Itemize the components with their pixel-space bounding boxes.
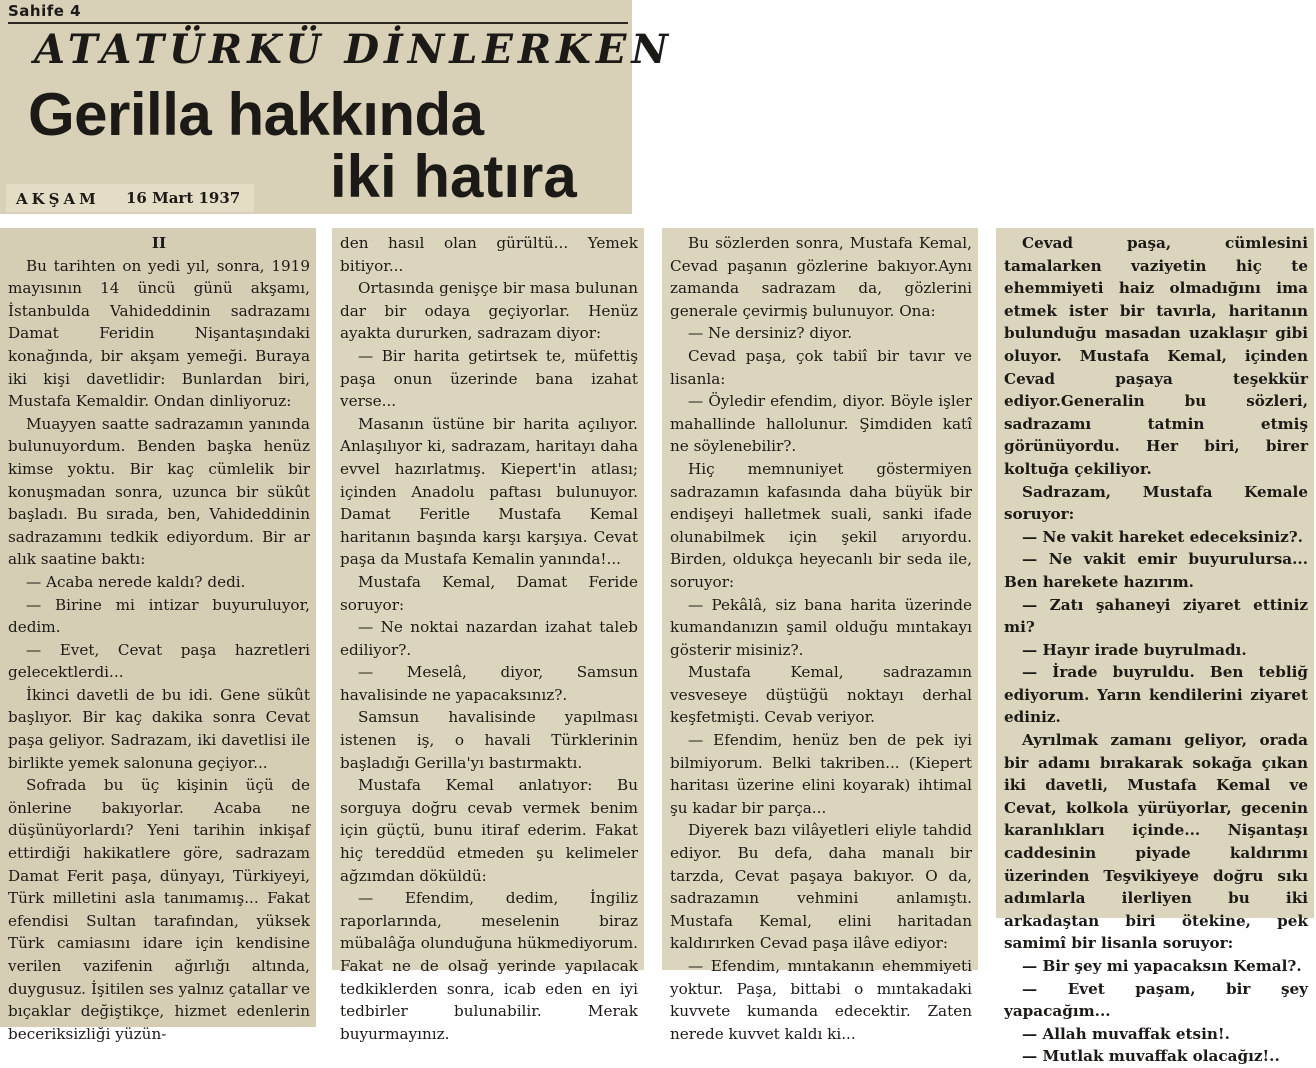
article-column-4	[996, 228, 1314, 1066]
paragraph: — Evet paşam, bir şey yapacağım...	[1004, 979, 1308, 1021]
paragraph: Cevad paşa, çok tabiî bir tavır ve lisanla:	[670, 346, 972, 388]
paragraph: — Hayır irade buyrulmadı.	[1022, 640, 1247, 659]
paragraph: den hasıl olan gürültü... Yemek bitiyor...	[340, 234, 638, 275]
paragraph: — Bir harita getirtsek te, müfettiş paşa onun üzerinde bana izahat verse...	[340, 346, 638, 411]
paragraph: Muayyen saatte sadrazamın yanında bulunuyordum. Benden başka henüz kimse yoktu. Bir kaç cümlelik bir konuşmadan sonra, uzunca bir sükût başladı. Bu sırada, ben, Vahideddinin sadrazamını tedkik ediyordum. Bir ar alık saatine baktı:	[8, 414, 310, 569]
paragraph: — Efendim, mıntakanın ehemmiyeti yoktur. Paşa, bittabi o mıntakadaki kuvvete kumanda edecektir. Zaten nerede kuvvet kaldı ki...	[670, 957, 972, 1043]
kicker-title: ATATÜRKÜ DİNLERKEN	[34, 26, 673, 73]
article-column-2	[332, 228, 644, 1043]
paragraph: Mustafa Kemal, Damat Feride soruyor:	[340, 572, 638, 614]
headline-line-2: iki hatıra	[330, 143, 577, 210]
paragraph: — Acaba nerede kaldı? dedi.	[26, 572, 246, 591]
section-number: II	[151, 234, 167, 252]
headline-line-1: Gerilla hakkında	[28, 81, 484, 148]
paragraph: Sadrazam, Mustafa Kemale soruyor:	[1004, 482, 1308, 524]
paragraph: İkinci davetli de bu idi. Gene sükût başlıyor. Bir kaç dakika sonra Cevat paşa geliyor. Sadrazam, iki davetlisi ile birlikte yemek salonuna geçiyor...	[8, 685, 310, 772]
paragraph: Samsun havalisinde yapılması istenen iş, o havali Türklerinin başladığı Gerilla'yı bastırmaktı.	[340, 708, 638, 772]
paragraph: Sofrada bu üç kişinin üçü de önlerine bakıyorlar. Acaba ne düşünüyorlardı? Yeni tarihin inkişaf ettirdiği hakikatlere göre, sadrazam Damat Ferit paşa, dünyayı, Türkiyeyi, Türk milletini asla tanımamış... Fakat efendisi Sultan tarafından, yüksek Türk camiasını idare için kendisine verilen vazifenin ağırlığı altında, duygusuz. İşitilen ses yalnız çatallar ve bıçaklar değiştikçe, hizmet edenlerin beceriksizliği yüzün-	[8, 776, 310, 1043]
paragraph: — Mutlak muvaffak olacağız!..	[1022, 1047, 1280, 1066]
paragraph: — Bir şey mi yapacaksın Kemal?.	[1022, 957, 1302, 975]
paragraph: — Ne vakit emir buyurulursa... Ben harekete hazırım.	[1004, 550, 1308, 591]
publication-date: 16 Mart 1937	[126, 189, 241, 207]
paragraph: Masanın üstüne bir harita açılıyor. Anlaşılıyor ki, sadrazam, haritayı daha evvel hazırlatmış. Kiepert'in atlası; içinden Anadolu paftası bulunuyor. Damat Feritle Mustafa Kemal haritanın başında karşı karşıya. Cevat paşa da Mustafa Kemalin yanında!...	[340, 414, 638, 569]
paragraph: Bu sözlerden sonra, Mustafa Kemal, Cevad paşanın gözlerine bakıyor.Aynı zamanda sadrazam da, gözlerini generale çevirmiş bulunuyor. Ona:	[670, 234, 972, 320]
article-column-1	[0, 228, 316, 1043]
header-rule	[8, 22, 628, 24]
paragraph: — Ne noktai nazardan izahat taleb ediliyor?.	[340, 618, 638, 659]
paragraph: — Meselâ, diyor, Samsun havalisinde ne yapacaksınız?.	[340, 663, 638, 704]
paragraph: Ayrılmak zamanı geliyor, orada bir adamı bırakarak sokağa çıkan iki davetli, Mustafa Kemal ve Cevat, kolkola yürüyorlar, gecenin karanlıkları içinde... Nişantaşı caddesinin piyade kaldırımı üzerinden Teşvikiyeye doğru sıkı adımlarla ilerliyen bu iki arkadaştan biri ötekine, pek samimî bir lisanla soruyor:	[1004, 731, 1308, 953]
paragraph: — Zatı şahaneyi ziyaret ettiniz mi?	[1004, 595, 1308, 637]
paragraph: Diyerek bazı vilâyetleri eliyle tahdid ediyor. Bu defa, daha manalı bir tarzda, Cevat paşaya bakıyor. O da, sadrazamın vehmini anlamıştı. Mustafa Kemal, elini haritadan kaldırırken Cevad paşa ilâve ediyor:	[670, 821, 972, 953]
dateline	[6, 184, 254, 212]
paragraph: — Evet, Cevat paşa hazretleri gelecektlerdi...	[8, 640, 310, 682]
paragraph: Ortasında genişçe bir masa bulunan dar bir odaya geçiyorlar. Henüz ayakta dururken, sadrazam diyor:	[340, 279, 638, 343]
newspaper-name: AKŞAM	[16, 190, 100, 208]
paragraph: — Ne dersiniz? diyor.	[688, 324, 853, 343]
paragraph: — Ne vakit hareket edeceksiniz?.	[1022, 527, 1303, 546]
paragraph: — İrade buyruldu. Ben tebliğ ediyorum. Yarın kendilerini ziyaret ediniz.	[1004, 663, 1308, 727]
article-column-3	[662, 228, 978, 1043]
paragraph: — Efendim, henüz ben de pek iyi bilmiyorum. Belki takriben... (Kiepert haritası üzerine elini koyarak) ihtimal şu kadar bir parça...	[670, 731, 972, 817]
paragraph: — Birine mi intizar buyuruluyor, dedim.	[8, 595, 310, 637]
paragraph: Hiç memnuniyet göstermiyen sadrazamın kafasında daha büyük bir endişeyi halletmek suali, sanki ifade olunabilmek için şekil arıyordu. Birden, oldukça heyecanlı bir seda ile, soruyor:	[670, 459, 972, 591]
paragraph: — Allah muvaffak etsin!.	[1022, 1024, 1230, 1043]
article-header	[0, 0, 673, 214]
paragraph: Mustafa Kemal, sadrazamın vesveseye düştüğü noktayı derhal keşfetmişti. Cevab veriyor.	[670, 663, 972, 727]
paragraph: — Pekâlâ, siz bana harita üzerinde kumandanızın şamil olduğu mıntakayı gösterir misiniz?.	[670, 595, 972, 659]
paragraph: — Efendim, dedim, İngiliz raporlarında, meselenin biraz mübalâğa olunduğuna hükmediyorum. Fakat ne de olsağ yerinde yapılacak tedkiklerden sonra, icab eden en iyi tedbirler bulunabilir. Merak buyurmayınız.	[340, 889, 638, 1043]
paragraph: Bu tarihten on yedi yıl, sonra, 1919 mayısının 14 üncü günü akşamı, İstanbulda Vahideddinin sadrazamı Damat Feridin Nişantaşındaki konağında, bir akşam yemeği. Buraya iki kişi davetlidir: Bunlardan biri, Mustafa Kemaldir. Ondan dinliyoruz:	[8, 256, 310, 411]
page-number: Sahife 4	[8, 2, 82, 20]
paragraph: — Öyledir efendim, diyor. Böyle işler mahallinde hallolunur. Şimdiden katî ne söylenebilir?.	[670, 392, 972, 456]
paragraph: Mustafa Kemal anlatıyor: Bu sorguya doğru cevab vermek benim için güçtü, bunu itiraf ederim. Fakat hiç tereddüd etmeden şu kelimeler ağzımdan döküldü:	[340, 776, 638, 885]
paragraph: Cevad paşa, cümlesini tamalarken vaziyetin hiç te ehemmiyeti haiz olmadığını ima etmek ister bir tavırla, haritanın bulunduğu masadan uzaklaşır gibi oluyor. Mustafa Kemal, içinden Cevad paşaya teşekkür ediyor.Generalin bu sözleri, sadrazamı tatmin etmiş görünüyordu. Her biri, birer koltuğa çekiliyor.	[1004, 234, 1308, 478]
